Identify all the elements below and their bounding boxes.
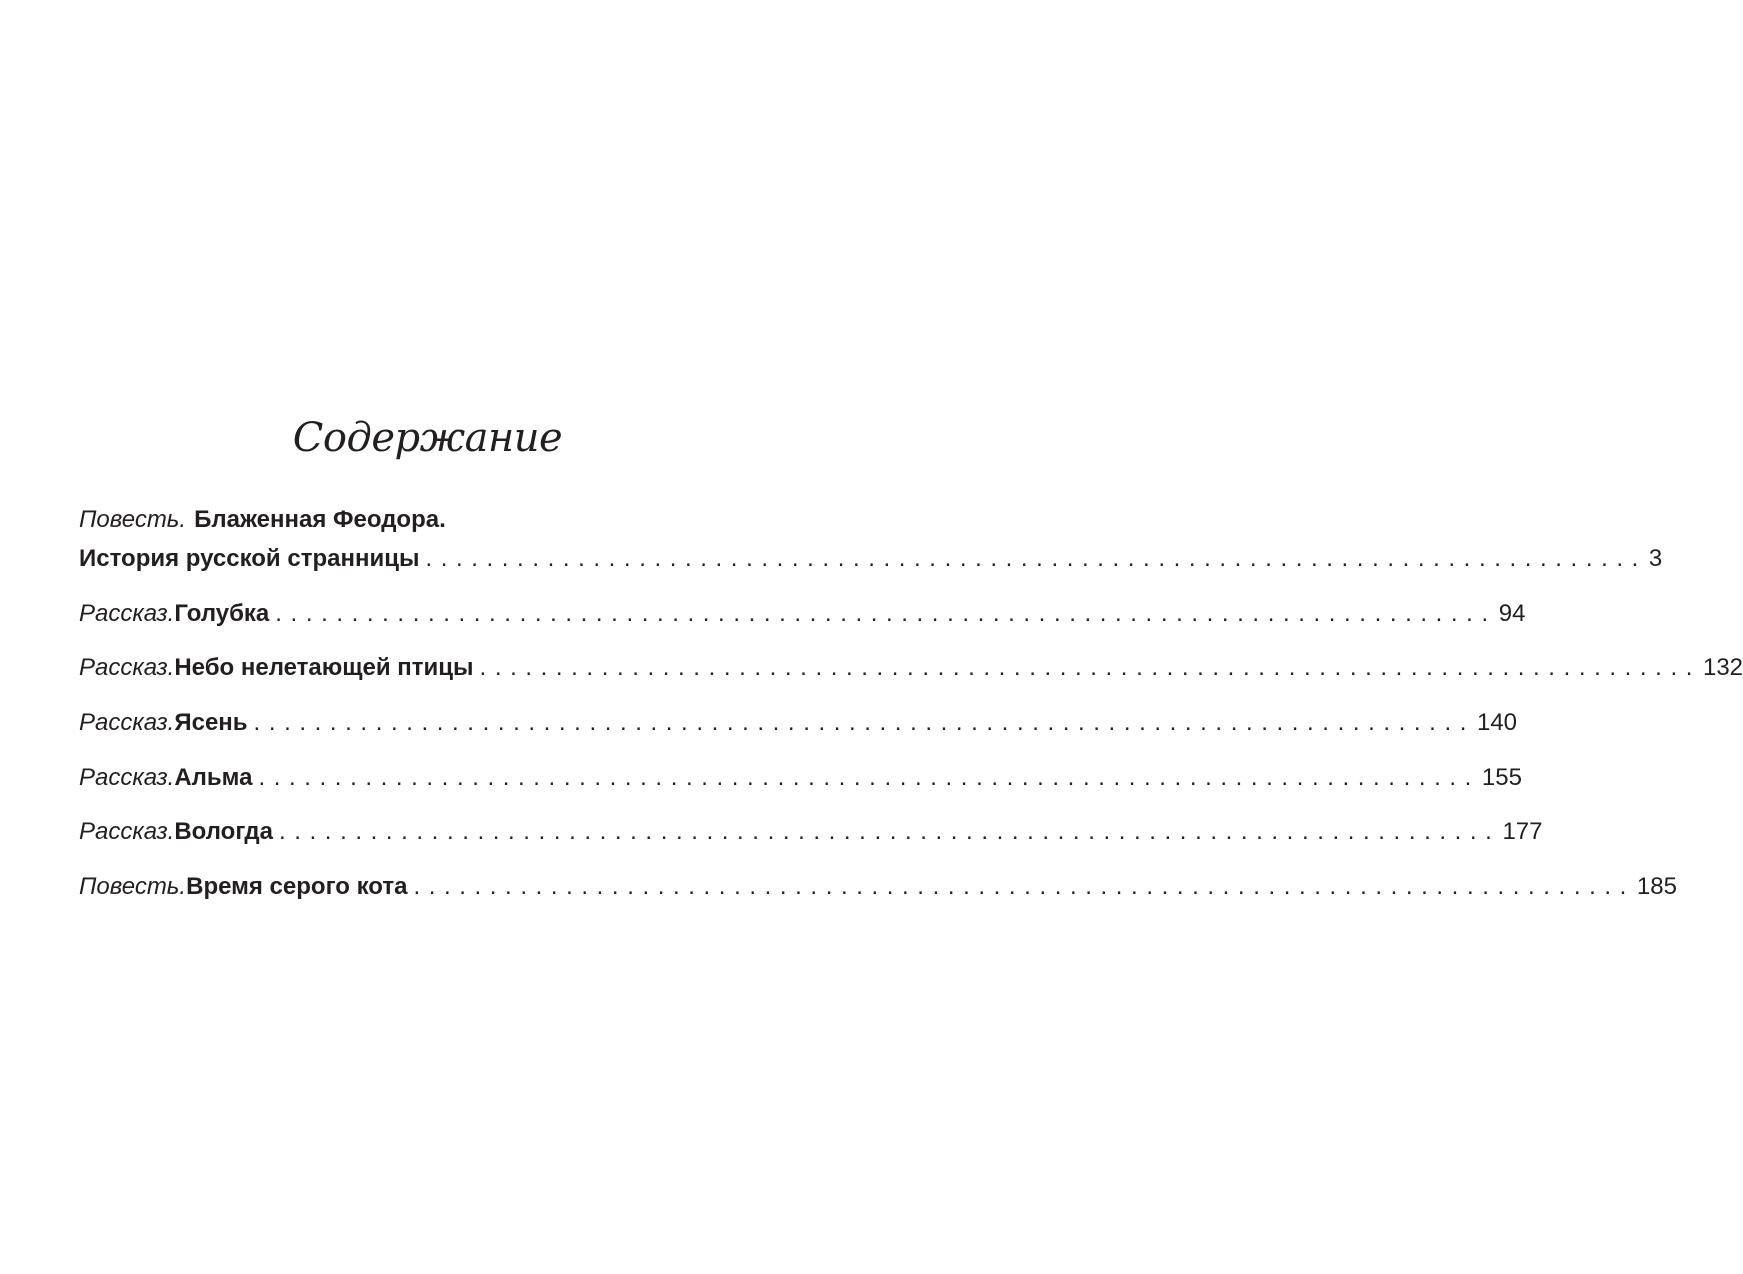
toc-page-number: 94 (1498, 600, 1526, 627)
toc-title: Голубка (174, 600, 270, 627)
toc-genre: Повесть. (79, 506, 187, 533)
toc-page-number: 132 (1702, 654, 1743, 681)
toc-entry[interactable] (79, 869, 1677, 905)
toc-page-number: 185 (1636, 873, 1677, 900)
toc-page-number: 155 (1481, 764, 1522, 791)
toc-title: История русской странницы (79, 545, 420, 572)
toc-title: Альма (174, 764, 253, 791)
toc-title: Время серого кота (186, 873, 408, 900)
toc-page-number: 177 (1502, 818, 1543, 845)
toc-entry[interactable] (79, 596, 1526, 632)
toc-genre: Рассказ. (79, 600, 175, 627)
toc-entry-feodora-line1 (79, 502, 759, 538)
dot-leader: ................................................................................ (279, 818, 1501, 845)
toc-entry-feodora-line2[interactable] (79, 541, 1663, 577)
toc-title: Вологда (174, 818, 273, 845)
page-title: Содержание (292, 415, 563, 461)
toc-genre: Рассказ. (79, 818, 175, 845)
dot-leader: ................................................................................ (479, 654, 1701, 681)
toc-genre: Рассказ. (79, 764, 175, 791)
toc-entry[interactable] (79, 814, 1543, 850)
toc-page-number: 3 (1648, 545, 1663, 572)
toc-genre: Рассказ. (79, 709, 175, 736)
dot-leader: ................................................................................ (253, 709, 1475, 736)
dot-leader: ................................................................................ (258, 764, 1480, 791)
toc-page-number: 140 (1476, 709, 1518, 736)
toc-title: Ясень (174, 709, 248, 736)
toc-genre: Рассказ. (79, 654, 175, 681)
dot-leader: ................................................................................ (413, 873, 1635, 900)
toc-entry[interactable] (79, 760, 1522, 796)
toc-entry[interactable] (79, 650, 1743, 686)
toc-genre: Повесть. (79, 873, 187, 900)
toc-title: Блаженная Феодора. (194, 506, 446, 533)
toc-title: Небо нелетающей птицы (174, 654, 474, 681)
toc-entry[interactable] (79, 705, 1518, 741)
dot-leader: ................................................................................ (425, 545, 1647, 572)
dot-leader: ................................................................................ (275, 600, 1497, 627)
